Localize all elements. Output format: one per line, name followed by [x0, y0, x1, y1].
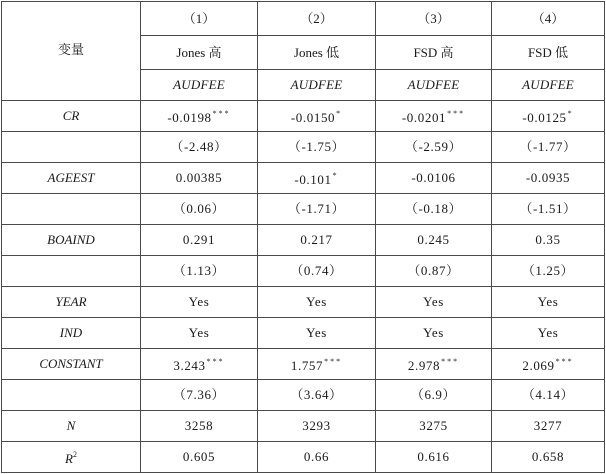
variable-superscript: 2	[72, 450, 77, 459]
cell-value: -0.0106	[411, 170, 456, 185]
table-row	[2, 442, 605, 473]
table-cell	[376, 442, 492, 473]
table-cell	[258, 225, 376, 256]
significance-stars: *	[332, 171, 339, 180]
cell-value: Yes	[537, 325, 559, 340]
table-cell	[376, 349, 492, 380]
table-cell	[141, 442, 258, 473]
table-row-tstat	[2, 380, 605, 411]
table-cell	[141, 318, 258, 349]
cell-value: （4.14）	[521, 387, 575, 402]
variable-name	[2, 194, 141, 225]
variable-name-text: CONSTANT	[39, 356, 103, 371]
table-cell	[376, 380, 492, 411]
cell-value: 0.291	[182, 232, 216, 247]
dependent-variable-label: AUDFEE	[492, 70, 605, 101]
table-cell	[376, 225, 492, 256]
table-cell	[492, 163, 605, 194]
table-cell	[258, 411, 376, 442]
cell-value: 2.069	[522, 358, 555, 373]
cell-value: 3275	[419, 418, 448, 433]
cell-value: 0.616	[417, 449, 450, 464]
table-cell	[141, 349, 258, 380]
variable-name	[2, 411, 141, 442]
table-cell	[258, 442, 376, 473]
group-label: FSD 低	[492, 36, 605, 70]
cell-value: （0.74）	[290, 263, 343, 278]
cell-value: （-1.71）	[287, 201, 346, 216]
cell-value: Yes	[306, 294, 327, 309]
column-number: （3）	[376, 2, 492, 36]
cell-value: -0.0150	[290, 110, 336, 125]
cell-value: （1.25）	[521, 263, 575, 278]
cell-value: 0.00385	[175, 170, 223, 185]
group-label: FSD 高	[376, 36, 492, 70]
cell-value: （-1.75）	[287, 139, 346, 154]
table-cell	[492, 256, 605, 287]
significance-stars: ***	[441, 357, 460, 366]
table-cell	[376, 256, 492, 287]
cell-value: 2.978	[407, 358, 441, 373]
table-cell	[492, 349, 605, 380]
significance-stars: ***	[212, 109, 231, 118]
dependent-variable-label: AUDFEE	[141, 70, 258, 101]
variable-name-text: BOAIND	[47, 232, 95, 247]
table-cell	[141, 225, 258, 256]
variable-name-text: CR	[62, 108, 80, 123]
table-cell	[492, 411, 605, 442]
cell-value: （-1.77）	[519, 139, 577, 154]
cell-value: 3.243	[173, 358, 206, 373]
cell-value: -0.0198	[167, 110, 212, 125]
cell-value: 3277	[533, 418, 563, 433]
cell-value: （-2.48）	[170, 139, 228, 154]
variable-name	[2, 318, 141, 349]
variable-name	[2, 256, 141, 287]
table-cell	[258, 256, 376, 287]
table-cell	[141, 194, 258, 225]
header-row-column-numbers	[2, 2, 605, 36]
cell-value: （7.36）	[172, 387, 226, 402]
column-number: （4）	[492, 2, 605, 36]
table-row-tstat	[2, 132, 605, 163]
table-cell	[258, 380, 376, 411]
cell-value: 0.35	[535, 232, 561, 247]
table-cell	[376, 163, 492, 194]
cell-value: （3.64）	[290, 387, 343, 402]
table-row-tstat	[2, 256, 605, 287]
table-cell	[141, 287, 258, 318]
cell-value: 0.217	[300, 232, 333, 247]
column-number: （1）	[141, 2, 258, 36]
cell-value: Yes	[423, 325, 444, 340]
cell-value: （6.9）	[410, 387, 457, 402]
cell-value: 0.66	[303, 449, 330, 464]
table-cell	[141, 132, 258, 163]
table-cell	[141, 256, 258, 287]
table-cell	[492, 380, 605, 411]
variable-name	[2, 380, 141, 411]
table-cell	[492, 442, 605, 473]
table-cell	[492, 194, 605, 225]
cell-value: 3293	[302, 418, 331, 433]
cell-value: （1.13）	[172, 263, 226, 278]
table-cell	[258, 318, 376, 349]
cell-value: （-1.51）	[519, 201, 577, 216]
table-row	[2, 287, 605, 318]
table-cell	[141, 163, 258, 194]
variable-name-text: YEAR	[55, 294, 87, 309]
table-row	[2, 318, 605, 349]
variable-name	[2, 101, 141, 132]
cell-value: Yes	[537, 294, 559, 309]
significance-stars: ***	[324, 357, 343, 366]
variable-name	[2, 132, 141, 163]
table-cell	[376, 287, 492, 318]
table-row-tstat	[2, 194, 605, 225]
cell-value: Yes	[306, 325, 327, 340]
table-cell	[141, 101, 258, 132]
table-row	[2, 163, 605, 194]
table-cell	[258, 132, 376, 163]
table-row	[2, 101, 605, 132]
table-row	[2, 225, 605, 256]
cell-value: 0.245	[417, 232, 450, 247]
variable-name	[2, 349, 141, 380]
cell-value: Yes	[188, 294, 210, 309]
table-cell	[141, 380, 258, 411]
variable-name-text: AGEEST	[47, 170, 95, 185]
variable-name-text: N	[66, 418, 76, 433]
cell-value: （-0.18）	[404, 201, 463, 216]
cell-value: -0.0201	[401, 110, 447, 125]
column-number: （2）	[258, 2, 376, 36]
table-cell	[258, 194, 376, 225]
cell-value: （-2.59）	[404, 139, 463, 154]
regression-table	[1, 1, 605, 473]
cell-value: 0.658	[531, 449, 565, 464]
table-cell	[492, 287, 605, 318]
table-cell	[258, 163, 376, 194]
cell-value: -0.101	[294, 172, 332, 187]
variable-header: 变量	[2, 2, 141, 101]
significance-stars: *	[336, 109, 343, 118]
significance-stars: ***	[555, 357, 574, 366]
table-row	[2, 349, 605, 380]
group-label: Jones 低	[258, 36, 376, 70]
table-cell	[376, 194, 492, 225]
cell-value: -0.0935	[525, 170, 571, 185]
significance-stars: ***	[206, 357, 225, 366]
table-cell	[492, 132, 605, 163]
variable-name	[2, 287, 141, 318]
significance-stars: ***	[447, 109, 466, 118]
group-label: Jones 高	[141, 36, 258, 70]
variable-name	[2, 163, 141, 194]
table-cell	[376, 101, 492, 132]
variable-name	[2, 225, 141, 256]
dependent-variable-label: AUDFEE	[258, 70, 376, 101]
table-cell	[258, 349, 376, 380]
table-cell	[492, 101, 605, 132]
cell-value: （0.87）	[407, 263, 460, 278]
cell-value: -0.0125	[522, 110, 567, 125]
cell-value: Yes	[423, 294, 444, 309]
table-cell	[141, 411, 258, 442]
cell-value: 0.605	[182, 449, 216, 464]
table-cell	[258, 101, 376, 132]
table-cell	[492, 318, 605, 349]
cell-value: 3258	[184, 418, 214, 433]
variable-name-text: IND	[59, 325, 83, 340]
table-cell	[258, 287, 376, 318]
table-row	[2, 411, 605, 442]
table-cell	[376, 411, 492, 442]
table-cell	[376, 132, 492, 163]
significance-stars: *	[567, 109, 574, 118]
dependent-variable-label: AUDFEE	[376, 70, 492, 101]
table-cell	[492, 225, 605, 256]
cell-value: 1.757	[290, 358, 324, 373]
cell-value: （0.06）	[172, 201, 226, 216]
table-cell	[376, 318, 492, 349]
variable-name-text: R	[65, 451, 73, 466]
variable-name	[2, 442, 141, 473]
regression-table-body	[2, 2, 605, 473]
cell-value: Yes	[188, 325, 210, 340]
